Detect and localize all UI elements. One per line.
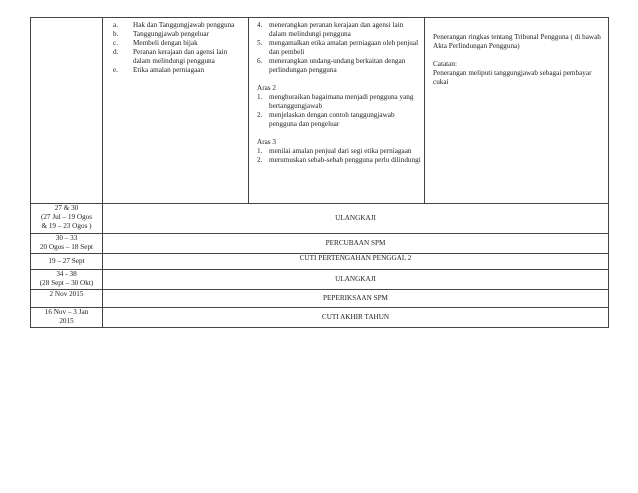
lesson-plan-table <box>30 17 609 328</box>
list-item: 4. menerangkan peranan kerajaan dan agensi lain dalam melindungi pengguna <box>257 21 404 38</box>
week-cell: 34 - 38 (28 Sept – 30 Okt) <box>31 270 103 290</box>
schedule-row <box>31 254 609 270</box>
week-cell: 30 – 33 20 Ogos – 18 Sept <box>31 234 103 254</box>
note-catatan <box>433 60 604 87</box>
schedule-row <box>31 204 609 234</box>
aras-2-list <box>257 93 422 129</box>
activity-cell: PEPERIKSAAN SPM <box>103 290 609 308</box>
notes-cell <box>425 18 609 204</box>
aras-3-list <box>257 147 422 165</box>
week-cell: 2 Nov 2015 <box>31 290 103 308</box>
aras-2-heading: Aras 2 <box>257 84 276 92</box>
week-cell: 27 & 30 (27 Jul – 19 Ogos & 19 – 23 Ogos ) <box>31 204 103 234</box>
week-cell: 19 – 27 Sept <box>31 254 103 270</box>
aras-3-heading: Aras 3 <box>257 138 276 146</box>
activity-cell: CUTI AKHIR TAHUN <box>103 308 609 328</box>
learning-outcome-cell <box>249 18 425 204</box>
list-item: e. Etika amalan perniagaan <box>113 66 205 74</box>
outcome-list <box>257 21 422 75</box>
activity-cell: ULANGKAJI <box>103 204 609 234</box>
list-item: 1. menghuraikan bagaimana menjadi pengguna yang bertanggungjawab <box>257 93 414 110</box>
activity-cell: CUTI PERTENGAHAN PENGGAL 2 <box>103 254 609 270</box>
list-item: c. Membeli dengan bijak <box>113 39 198 47</box>
list-item: 6. menerangkan undang-undang berkaitan dengan perlindungan pengguna <box>257 57 406 74</box>
list-item: 5. mengamalkan etika amalan perniagaan oleh penjual dan pembeli <box>257 39 419 56</box>
schedule-row <box>31 290 609 308</box>
list-item: a. Hak dan Tanggungjawab pengguna <box>113 21 235 29</box>
list-item: b. Tanggungjawab pengeluar <box>113 30 209 38</box>
list-item: 2. menjelaskan dengan contoh tanggungjawab pengguna dan pengeluar <box>257 111 395 128</box>
schedule-row <box>31 234 609 254</box>
activity-cell: PERCUBAAN SPM <box>103 234 609 254</box>
note-catatan-title: Catatan: <box>433 60 457 68</box>
schedule-row <box>31 308 609 328</box>
learning-area-list <box>103 18 248 75</box>
activity-cell: ULANGKAJI <box>103 270 609 290</box>
list-item: 2. merumuskan sebab-sebab pengguna perlu dilindungi <box>257 156 421 164</box>
topic-row <box>31 18 609 204</box>
note-tribunal: Penerangan ringkas tentang Tribunal Pengguna ( di bawah Akta Perlindungan Pengguna) <box>433 33 601 50</box>
list-item: 1. menilai amalan penjual dari segi etika perniagaan <box>257 147 412 155</box>
week-cell: 16 Nov – 3 Jan 2015 <box>31 308 103 328</box>
note-catatan-text: Penerangan meliputi tanggungjawab sebagai pembayar cukai <box>433 69 592 86</box>
list-item: d. Peranan kerajaan dan agensi lain dalam melindungi pengguna <box>113 48 228 65</box>
week-cell-empty <box>31 18 103 204</box>
learning-area-cell <box>103 18 249 204</box>
schedule-row <box>31 270 609 290</box>
